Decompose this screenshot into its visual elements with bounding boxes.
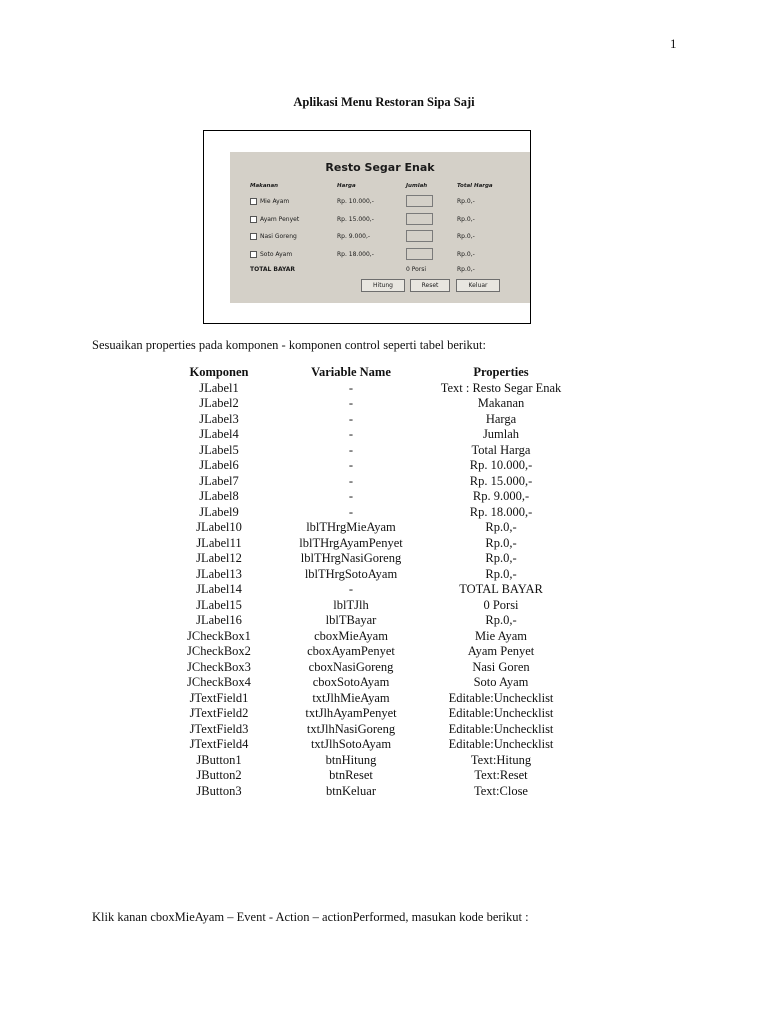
- table-row: [154, 396, 584, 412]
- qty-field-ayam-penyet[interactable]: [406, 213, 433, 225]
- cell-variable-name: lblTHrgSotoAyam: [304, 566, 398, 581]
- cell-komponen: JLabel10: [196, 520, 242, 534]
- table-row: [154, 644, 584, 660]
- table-row: [154, 505, 584, 521]
- table-row: [154, 613, 584, 629]
- column-header-properties: Properties: [473, 365, 529, 379]
- cell-komponen: JTextField1: [189, 690, 249, 705]
- cell-variable-name: lblTBayar: [325, 613, 377, 627]
- cell-komponen: JTextField4: [189, 737, 249, 751]
- cell-properties: Rp. 10.000,-: [469, 458, 533, 472]
- menu-row-ayam-penyet: [230, 213, 530, 227]
- cell-komponen: JCheckBox3: [187, 659, 251, 674]
- intro-paragraph: Sesuaikan properties pada komponen - komponen control seperti tabel berikut:: [92, 338, 486, 352]
- cell-variable-name: txtJlhSotoAyam: [310, 737, 392, 751]
- cell-properties: Rp. 15.000,-: [469, 473, 533, 488]
- price-label: Rp. 10.000,-: [337, 198, 374, 205]
- cell-komponen: JLabel3: [199, 411, 239, 426]
- cell-variable-name: cboxMieAyam: [314, 628, 388, 643]
- cell-komponen: JButton1: [196, 752, 242, 767]
- cell-properties: Text:Hitung: [470, 752, 532, 767]
- cell-variable-name: btnKeluar: [326, 783, 376, 798]
- cell-komponen: JLabel12: [196, 551, 242, 565]
- checkbox-label: Ayam Penyet: [260, 216, 300, 223]
- cell-variable-name: -: [348, 396, 354, 410]
- price-label: Rp. 15.000,-: [337, 216, 374, 223]
- table-row: [154, 381, 584, 397]
- table-row: [154, 629, 584, 645]
- cell-variable-name: cboxNasiGoreng: [308, 659, 394, 674]
- porsi-label: 0 Porsi: [406, 266, 427, 273]
- table-row: [154, 675, 584, 691]
- cell-komponen: JLabel9: [199, 504, 239, 519]
- table-row: [154, 567, 584, 583]
- cell-komponen: JLabel16: [196, 613, 242, 627]
- cell-properties: Rp.0,-: [485, 551, 517, 565]
- table-row: [154, 598, 584, 614]
- cell-variable-name: txtJlhMieAyam: [312, 690, 390, 705]
- header-jumlah: Jumlah: [406, 183, 428, 189]
- total-bayar-value: Rp.0,-: [457, 266, 475, 273]
- cell-properties: Mie Ayam: [475, 628, 527, 643]
- cell-properties: Ayam Penyet: [467, 644, 535, 658]
- table-row: [154, 458, 584, 474]
- column-header-variable-name: Variable Name: [311, 365, 391, 379]
- cell-properties: 0 Porsi: [483, 597, 519, 612]
- hitung-button[interactable]: Hitung: [361, 279, 405, 292]
- cell-komponen: JLabel4: [199, 427, 239, 441]
- cell-variable-name: -: [348, 411, 354, 426]
- checkbox-ayam-penyet[interactable]: [250, 216, 257, 223]
- table-row: [154, 551, 584, 567]
- price-label: Rp. 18.000,-: [337, 251, 374, 258]
- outro-paragraph: Klik kanan cboxMieAyam – Event - Action – actionPerformed, masukan kode berikut :: [92, 910, 529, 924]
- cell-properties: Nasi Goren: [472, 659, 530, 674]
- table-row: [154, 427, 584, 443]
- cell-properties: Rp.0,-: [485, 613, 517, 627]
- header-total-harga: Total Harga: [457, 183, 493, 189]
- cell-komponen: JLabel13: [196, 566, 242, 581]
- cell-properties: Jumlah: [482, 427, 520, 441]
- cell-variable-name: -: [348, 442, 354, 457]
- table-row: [154, 582, 584, 598]
- cell-komponen: JButton3: [196, 783, 242, 798]
- cell-komponen: JButton2: [196, 768, 242, 782]
- cell-variable-name: cboxSotoAyam: [312, 675, 390, 689]
- cell-properties: Editable:Unchecklist: [448, 721, 554, 736]
- checkbox-label: Soto Ayam: [260, 251, 293, 258]
- cell-variable-name: btnReset: [329, 768, 373, 782]
- cell-komponen: JTextField3: [189, 721, 249, 736]
- table-row: [154, 784, 584, 800]
- cell-variable-name: -: [348, 380, 354, 395]
- cell-variable-name: -: [348, 473, 354, 488]
- cell-properties: Rp. 9.000,-: [472, 489, 530, 503]
- cell-properties: Text : Resto Segar Enak: [440, 380, 562, 395]
- table-row: [154, 706, 584, 722]
- cell-properties: Rp.0,-: [485, 566, 517, 581]
- cell-variable-name: lblTJlh: [333, 597, 369, 612]
- table-row: [154, 660, 584, 676]
- table-row: [154, 722, 584, 738]
- cell-variable-name: cboxAyamPenyet: [307, 644, 395, 658]
- cell-komponen: JLabel6: [199, 458, 239, 472]
- cell-properties: Text:Close: [474, 783, 528, 798]
- menu-row-mie-ayam: [230, 195, 530, 209]
- cell-properties: Soto Ayam: [473, 675, 529, 689]
- checkbox-nasi-goreng[interactable]: [250, 233, 257, 240]
- cell-komponen: JLabel14: [196, 582, 242, 596]
- header-harga: Harga: [337, 183, 356, 189]
- table-row: [154, 520, 584, 536]
- menu-row-soto-ayam: [230, 248, 530, 262]
- cell-variable-name: -: [348, 458, 354, 472]
- cell-komponen: JLabel1: [199, 380, 239, 395]
- cell-variable-name: txtJlhNasiGoreng: [306, 721, 396, 736]
- cell-variable-name: -: [348, 504, 354, 519]
- cell-properties: Editable:Unchecklist: [448, 737, 554, 751]
- table-row: [154, 753, 584, 769]
- keluar-button[interactable]: Keluar: [456, 279, 500, 292]
- cell-variable-name: lblTHrgNasiGoreng: [300, 551, 402, 565]
- total-label: Rp.0,-: [457, 198, 475, 205]
- cell-komponen: JTextField2: [189, 706, 249, 720]
- cell-komponen: JCheckBox2: [187, 644, 251, 658]
- menu-row-nasi-goreng: [230, 230, 530, 244]
- table-row: [154, 768, 584, 784]
- total-label: Rp.0,-: [457, 216, 475, 223]
- cell-komponen: JLabel5: [199, 442, 239, 457]
- cell-komponen: JLabel8: [199, 489, 239, 503]
- table-row: [154, 474, 584, 490]
- screenshot-frame: [203, 130, 531, 324]
- column-header-komponen: Komponen: [189, 365, 249, 379]
- checkbox-label: Nasi Goreng: [260, 233, 297, 240]
- table-row: [154, 737, 584, 753]
- app-window: [230, 152, 530, 303]
- total-label: Rp.0,-: [457, 233, 475, 240]
- checkbox-soto-ayam[interactable]: [250, 251, 257, 258]
- qty-field-mie-ayam[interactable]: [406, 195, 433, 207]
- cell-variable-name: lblTHrgAyamPenyet: [299, 535, 403, 550]
- cell-variable-name: -: [348, 582, 354, 596]
- page-number: 1: [670, 36, 677, 51]
- cell-properties: Rp. 18.000,-: [469, 504, 533, 519]
- cell-properties: Rp.0,-: [485, 520, 517, 534]
- table-row: [154, 443, 584, 459]
- qty-field-nasi-goreng[interactable]: [406, 230, 433, 242]
- checkbox-label: Mie Ayam: [260, 198, 290, 205]
- table-body: [154, 381, 584, 800]
- table-row: [154, 691, 584, 707]
- qty-field-soto-ayam[interactable]: [406, 248, 433, 260]
- reset-button[interactable]: Reset: [410, 279, 450, 292]
- cell-komponen: JLabel11: [196, 535, 242, 550]
- cell-variable-name: txtJlhAyamPenyet: [305, 706, 397, 720]
- table-row: [154, 412, 584, 428]
- cell-komponen: JLabel15: [196, 597, 242, 612]
- cell-properties: Rp.0,-: [485, 535, 517, 550]
- price-label: Rp. 9.000,-: [337, 233, 371, 240]
- cell-variable-name: lblTHrgMieAyam: [306, 520, 396, 534]
- properties-table: [154, 365, 584, 799]
- cell-properties: Makanan: [477, 396, 525, 410]
- cell-properties: Editable:Unchecklist: [448, 706, 554, 720]
- cell-komponen: JCheckBox4: [187, 675, 251, 689]
- checkbox-mie-ayam[interactable]: [250, 198, 257, 205]
- cell-komponen: JLabel2: [199, 396, 239, 410]
- total-bayar-label: TOTAL BAYAR: [250, 266, 296, 273]
- cell-properties: Total Harga: [471, 442, 531, 457]
- cell-properties: Harga: [485, 411, 517, 426]
- cell-variable-name: btnHitung: [325, 752, 377, 767]
- cell-properties: Text:Reset: [474, 768, 528, 782]
- total-label: Rp.0,-: [457, 251, 475, 258]
- cell-properties: TOTAL BAYAR: [459, 582, 543, 596]
- table-header-row: [154, 365, 584, 381]
- cell-komponen: JCheckBox1: [187, 628, 251, 643]
- document-title: Aplikasi Menu Restoran Sipa Saji: [293, 95, 475, 109]
- cell-properties: Editable:Unchecklist: [448, 690, 554, 705]
- cell-variable-name: -: [348, 427, 354, 441]
- total-row: [230, 266, 530, 276]
- table-row: [154, 536, 584, 552]
- cell-komponen: JLabel7: [199, 473, 239, 488]
- cell-variable-name: -: [348, 489, 354, 503]
- table-row: [154, 489, 584, 505]
- app-title: Resto Segar Enak: [325, 161, 435, 174]
- header-makanan: Makanan: [250, 183, 279, 189]
